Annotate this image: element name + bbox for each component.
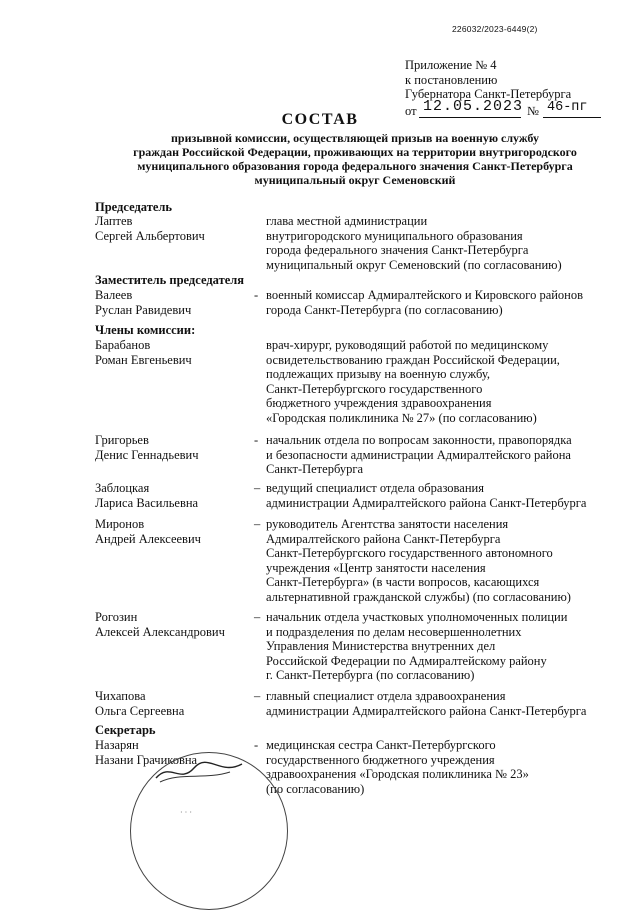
position-line: глава местной администрации (266, 214, 428, 228)
document-title: СОСТАВ (281, 111, 359, 128)
person-last-name: Заблоцкая (95, 481, 150, 495)
position-line: Санкт-Петербурга (266, 462, 364, 476)
appendix-line-2: к постановлению (405, 72, 498, 87)
person-first-name: Руслан Равидевич (95, 302, 192, 317)
person-chair-name (95, 214, 205, 243)
person-member-name (95, 610, 225, 639)
position-line: руководитель Агентства занятости населения (266, 517, 509, 531)
decree-date: 12.05.2023 (423, 97, 524, 115)
person-member-name (95, 481, 198, 510)
subtitle-line: призывной комиссии, осуществляющей призыв на военную службу (171, 131, 539, 145)
person-member-position (266, 610, 626, 683)
position-line: учреждения «Центр занятости населения (266, 560, 486, 575)
person-last-name: Григорьев (95, 433, 149, 447)
position-line: бюджетного учреждения здравоохранения (266, 396, 492, 410)
position-line: подлежащих призыву на военную службу, (266, 367, 490, 381)
position-line: начальник отдела по вопросам законности, правопорядка (266, 433, 572, 447)
dash: - (254, 738, 259, 752)
position-line: врач-хирург, руководящий работой по медицинскому (266, 338, 549, 352)
document-number: 226032/2023-6449(2) (452, 24, 538, 34)
position-line: здравоохранения «Городская поликлиника № 23» (266, 767, 529, 781)
dash: - (254, 433, 259, 447)
date-prefix: от (405, 103, 417, 118)
section-secretary: Секретарь (95, 723, 156, 737)
section-chair: Председатель (95, 200, 173, 214)
person-member-position (266, 689, 626, 718)
person-last-name: Рогозин (95, 610, 138, 624)
subtitle-line: муниципальный округ Семеновский (254, 173, 456, 187)
person-member-name (95, 689, 184, 718)
person-first-name: Лариса Васильевна (95, 495, 199, 510)
position-line: Санкт-Петербурга» (в части вопросов, касающихся (266, 575, 540, 589)
person-first-name: Сергей Альбертович (95, 228, 205, 243)
position-line: и подразделения по делам несовершеннолетних (266, 624, 522, 639)
signature-mark (150, 758, 250, 786)
person-secretary-position (266, 738, 626, 796)
position-line: администрации Адмиралтейского района Санкт-Петербурга (266, 495, 587, 510)
section-members: Члены комиссии: (95, 323, 196, 337)
person-member-position (266, 433, 626, 477)
person-member-position (266, 481, 626, 510)
person-last-name: Назарян (95, 738, 139, 752)
person-member-name (95, 517, 201, 546)
document-subtitle (95, 131, 615, 187)
person-member-name (95, 433, 199, 462)
position-line: медицинская сестра Санкт-Петербургского (266, 738, 496, 752)
dash: – (254, 517, 261, 531)
position-line: Российской Федерации по Адмиралтейскому району (266, 653, 547, 668)
person-member-name (95, 338, 192, 367)
position-line: муниципальный округ Семеновский (по согласованию) (266, 257, 562, 272)
position-line: «Городская поликлиника № 27» (по согласованию) (266, 410, 537, 425)
person-first-name: Ольга Сергеевна (95, 703, 185, 718)
number-prefix: № (527, 103, 539, 118)
position-line: главный специалист отдела здравоохранения (266, 689, 506, 703)
position-line: администрации Адмиралтейского района Санкт-Петербурга (266, 703, 587, 718)
person-member-position (266, 338, 626, 425)
person-first-name: Назани Грачиковна (95, 752, 198, 767)
position-line: начальник отдела участковых уполномоченных полиции (266, 610, 568, 624)
position-line: города Санкт-Петербурга (по согласованию) (266, 302, 503, 317)
position-line: Адмиралтейского района Санкт-Петербурга (266, 531, 501, 546)
position-line: Санкт-Петербургского государственного автономного (266, 546, 553, 560)
appendix-header (405, 58, 625, 118)
dash: - (254, 288, 259, 302)
position-line: и безопасности администрации Адмиралтейского района (266, 447, 571, 462)
position-line: государственного бюджетного учреждения (266, 752, 495, 767)
subtitle-line: граждан Российской Федерации, проживающих на территории внутригородского (133, 145, 577, 159)
stamp-dots: · · · (180, 808, 192, 817)
subtitle-line: муниципального образования города федерального значения Санкт-Петербурга (137, 159, 573, 173)
person-last-name: Лаптев (95, 214, 133, 228)
position-line: внутригородского муниципального образования (266, 228, 523, 243)
person-deputy-position (266, 288, 626, 317)
position-line: альтернативной гражданской службы) (по согласованию) (266, 589, 571, 604)
position-line: Управления Министерства внутренних дел (266, 639, 496, 653)
decree-number: 46-пг (547, 99, 588, 115)
person-first-name: Алексей Александрович (95, 624, 225, 639)
appendix-line-1: Приложение № 4 (405, 58, 497, 72)
dash: – (254, 481, 261, 495)
dash: – (254, 689, 261, 703)
position-line: военный комиссар Адмиралтейского и Кировского районов (266, 288, 584, 302)
position-line: г. Санкт-Петербурга (по согласованию) (266, 668, 475, 682)
position-line: города федерального значения Санкт-Петербурга (266, 243, 529, 257)
person-first-name: Роман Евгеньевич (95, 352, 192, 367)
position-line: (по согласованию) (266, 781, 365, 796)
person-last-name: Валеев (95, 288, 133, 302)
person-first-name: Андрей Алексеевич (95, 531, 201, 546)
position-line: ведущий специалист отдела образования (266, 481, 484, 495)
person-last-name: Чихапова (95, 689, 146, 703)
person-first-name: Денис Геннадьевич (95, 447, 199, 462)
appendix-line-3: Губернатора Санкт-Петербурга (405, 87, 572, 101)
person-chair-position (266, 214, 626, 272)
position-line: освидетельствованию граждан Российской Федерации, (266, 352, 560, 367)
person-last-name: Миронов (95, 517, 145, 531)
person-last-name: Барабанов (95, 338, 151, 352)
section-deputy: Заместитель председателя (95, 273, 245, 287)
position-line: Санкт-Петербургского государственного (266, 381, 483, 396)
person-deputy-name (95, 288, 191, 317)
person-member-position (266, 517, 626, 604)
dash: – (254, 610, 261, 624)
